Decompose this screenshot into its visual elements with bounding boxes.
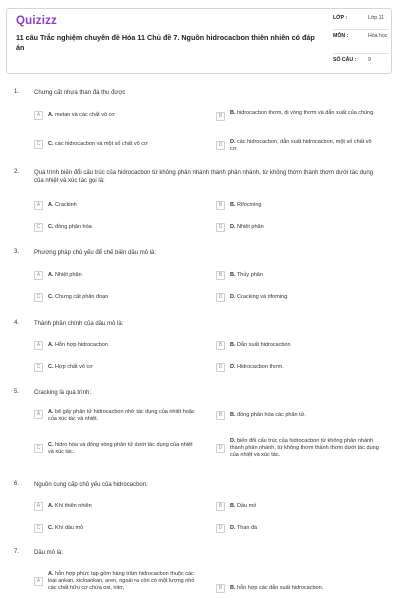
- option-key: D.: [230, 139, 236, 145]
- option-letter-box: B: [216, 341, 225, 350]
- option-text: Crackinh: [55, 202, 77, 208]
- option-key: D.: [230, 525, 236, 531]
- option-key: B.: [230, 272, 236, 278]
- option-letter-box: C: [34, 444, 43, 453]
- option-letter-box: D: [216, 444, 225, 453]
- option-text: Dầu mỏ: [237, 503, 257, 509]
- question-text: Cracking là quá trình:: [34, 390, 92, 396]
- option-letter-box: A: [34, 341, 43, 350]
- option-letter-box: A: [34, 201, 43, 210]
- option-text: Cracking và rifoming.: [237, 294, 289, 300]
- option-key: C.: [48, 224, 54, 230]
- option-text: Chưng cất phân đoạn: [55, 294, 109, 300]
- option-letter-box: A: [34, 577, 43, 586]
- option-text: Hidrocacbon thơm.: [237, 364, 284, 370]
- class-value: Lớp 11: [368, 15, 384, 21]
- option-key: D.: [230, 224, 236, 230]
- question-number: 1.: [14, 89, 20, 95]
- option-text: đồng phân hóa: [55, 224, 92, 230]
- option-text: biến đổi cấu trúc của hidrocacbon từ không phân nhánh thành phân nhánh, từ không thơm thành thơm dưới tác dụng của nhiệt và xúc tác.: [230, 438, 379, 458]
- option-text: Thủy phân: [236, 272, 263, 278]
- count-value: 9: [368, 57, 371, 63]
- option-key: B.: [230, 585, 236, 591]
- option-text: Hỗn hợp hidrocacbon: [55, 342, 108, 348]
- option-text: hidrocacbon thơm, dị vòng thơm và dẫn xuất của chúng.: [237, 110, 375, 116]
- meta-class-row: [333, 15, 389, 29]
- option-letter-box: B: [216, 584, 225, 593]
- option-key: A.: [48, 202, 54, 208]
- option-key: B.: [230, 110, 236, 116]
- question-text: Quá trình biến đổi cấu trúc của hidrocacbon từ không phân nhánh thành phân nhánh, từ không thơm thành thơm dưới tác dụng của nhiệt và xúc tác gọi là:: [34, 170, 374, 184]
- option-text: Nhiệt phân: [237, 224, 264, 230]
- question-text: Dầu mỏ là:: [34, 550, 64, 556]
- option-key: C.: [48, 141, 54, 147]
- meta-count-row: [333, 53, 389, 68]
- option-text: metan và các chất vô cơ: [55, 112, 115, 118]
- option-text: Khí dầu mỏ: [55, 525, 84, 531]
- option-text: Dẫn xuất hidrocacbon: [237, 342, 291, 348]
- option-key: D.: [230, 364, 236, 370]
- option-text: hidro hóa và đóng vòng phân tử dưới tác dụng của nhiệt và xúc tác.: [48, 442, 193, 455]
- option-text: đồng phân hóa các phân tử.: [237, 412, 306, 418]
- question-text: Chưng cất nhựa than đá thu được: [34, 90, 126, 96]
- option-letter-box: C: [34, 140, 43, 149]
- option-key: B.: [230, 412, 236, 418]
- question-number: 5.: [14, 389, 20, 395]
- question-text: Thành phần chính của dầu mỏ là:: [34, 321, 124, 327]
- option-key: A.: [48, 272, 54, 278]
- option-key: B.: [230, 342, 236, 348]
- option-key: D.: [230, 294, 236, 300]
- option-text: các hidrocacbon và một số chất vô cơ: [55, 141, 148, 147]
- option-key: A.: [48, 112, 54, 118]
- worksheet-title: 11 câu Trắc nghiệm chuyên đề Hóa 11 Chủ đề 7. Nguồn hidrocacbon thiên nhiên có đáp án: [16, 33, 315, 52]
- question-text: Nguồn cung cấp chủ yếu của hidrocacbon:: [34, 482, 148, 488]
- question-number: 4.: [14, 320, 20, 326]
- option-text: hỗn hợp phức tạp gồm hàng trăm hidrocacbon thuộc các loại ankan, xicloankan, aren, ngoài ra còn có một lượng nhỏ các chất hữu cơ chứa oxi, nitơ,: [48, 571, 195, 591]
- option-text: Nhiệt phân: [55, 272, 82, 278]
- worksheet-meta: [333, 15, 389, 68]
- question-number: 2.: [14, 169, 20, 175]
- option-key: A.: [48, 342, 54, 348]
- option-text: Rifocming: [237, 202, 262, 208]
- option-key: C.: [48, 364, 54, 370]
- option-key: C.: [48, 525, 54, 531]
- option-letter-box: D: [216, 524, 225, 533]
- option-key: C.: [48, 442, 54, 448]
- question-text: Phương pháp chủ yếu để chế biến dầu mỏ là:: [34, 250, 157, 256]
- worksheet-header: [6, 8, 392, 74]
- option-key: A.: [48, 409, 54, 415]
- option-key: B.: [230, 503, 236, 509]
- option-letter-box: C: [34, 524, 43, 533]
- option-key: A.: [48, 503, 54, 509]
- option-key: C.: [48, 294, 54, 300]
- option-text: Hợp chất vô cơ: [55, 364, 93, 370]
- question-number: 6.: [14, 481, 20, 487]
- option-letter-box: A: [34, 410, 43, 419]
- subject-value: Hóa học: [368, 33, 388, 39]
- option-letter-box: B: [216, 271, 225, 280]
- option-letter-box: D: [216, 223, 225, 232]
- subject-label: MÔN :: [333, 33, 349, 39]
- option-text: hỗn hợp các dẫn xuất hidrocacbon.: [237, 585, 324, 591]
- option-key: A.: [48, 571, 54, 577]
- option-text: các hidrocacbon, dẫn xuất hidrocacbon, một số chất vô cơ.: [230, 139, 372, 152]
- quizizz-logo: Quizizz: [16, 15, 58, 27]
- option-letter-box: D: [216, 141, 225, 150]
- option-letter-box: B: [216, 201, 225, 210]
- option-text: Khí thiên nhiên: [55, 503, 92, 509]
- option-letter-box: C: [34, 223, 43, 232]
- question-number: 7.: [14, 549, 20, 555]
- option-letter-box: D: [216, 363, 225, 372]
- option-letter-box: B: [216, 502, 225, 511]
- option-letter-box: C: [34, 293, 43, 302]
- option-letter-box: A: [34, 502, 43, 511]
- option-letter-box: B: [216, 411, 225, 420]
- option-letter-box: A: [34, 271, 43, 280]
- option-letter-box: C: [34, 363, 43, 372]
- option-letter-box: D: [216, 293, 225, 302]
- option-key: D.: [230, 438, 236, 444]
- question-number: 3.: [14, 249, 20, 255]
- option-letter-box: A: [34, 111, 43, 120]
- option-text: bẻ gãy phân tử hidrocacbon nhờ tác dụng của nhiệt hoặc của xúc tác và nhiệt.: [48, 409, 195, 422]
- option-text: Than đá: [236, 525, 258, 531]
- meta-subject-row: [333, 29, 389, 53]
- option-letter-box: B: [216, 112, 225, 121]
- class-label: LỚP :: [333, 15, 348, 21]
- count-label: SỐ CÂU :: [333, 57, 357, 63]
- option-key: B.: [230, 202, 236, 208]
